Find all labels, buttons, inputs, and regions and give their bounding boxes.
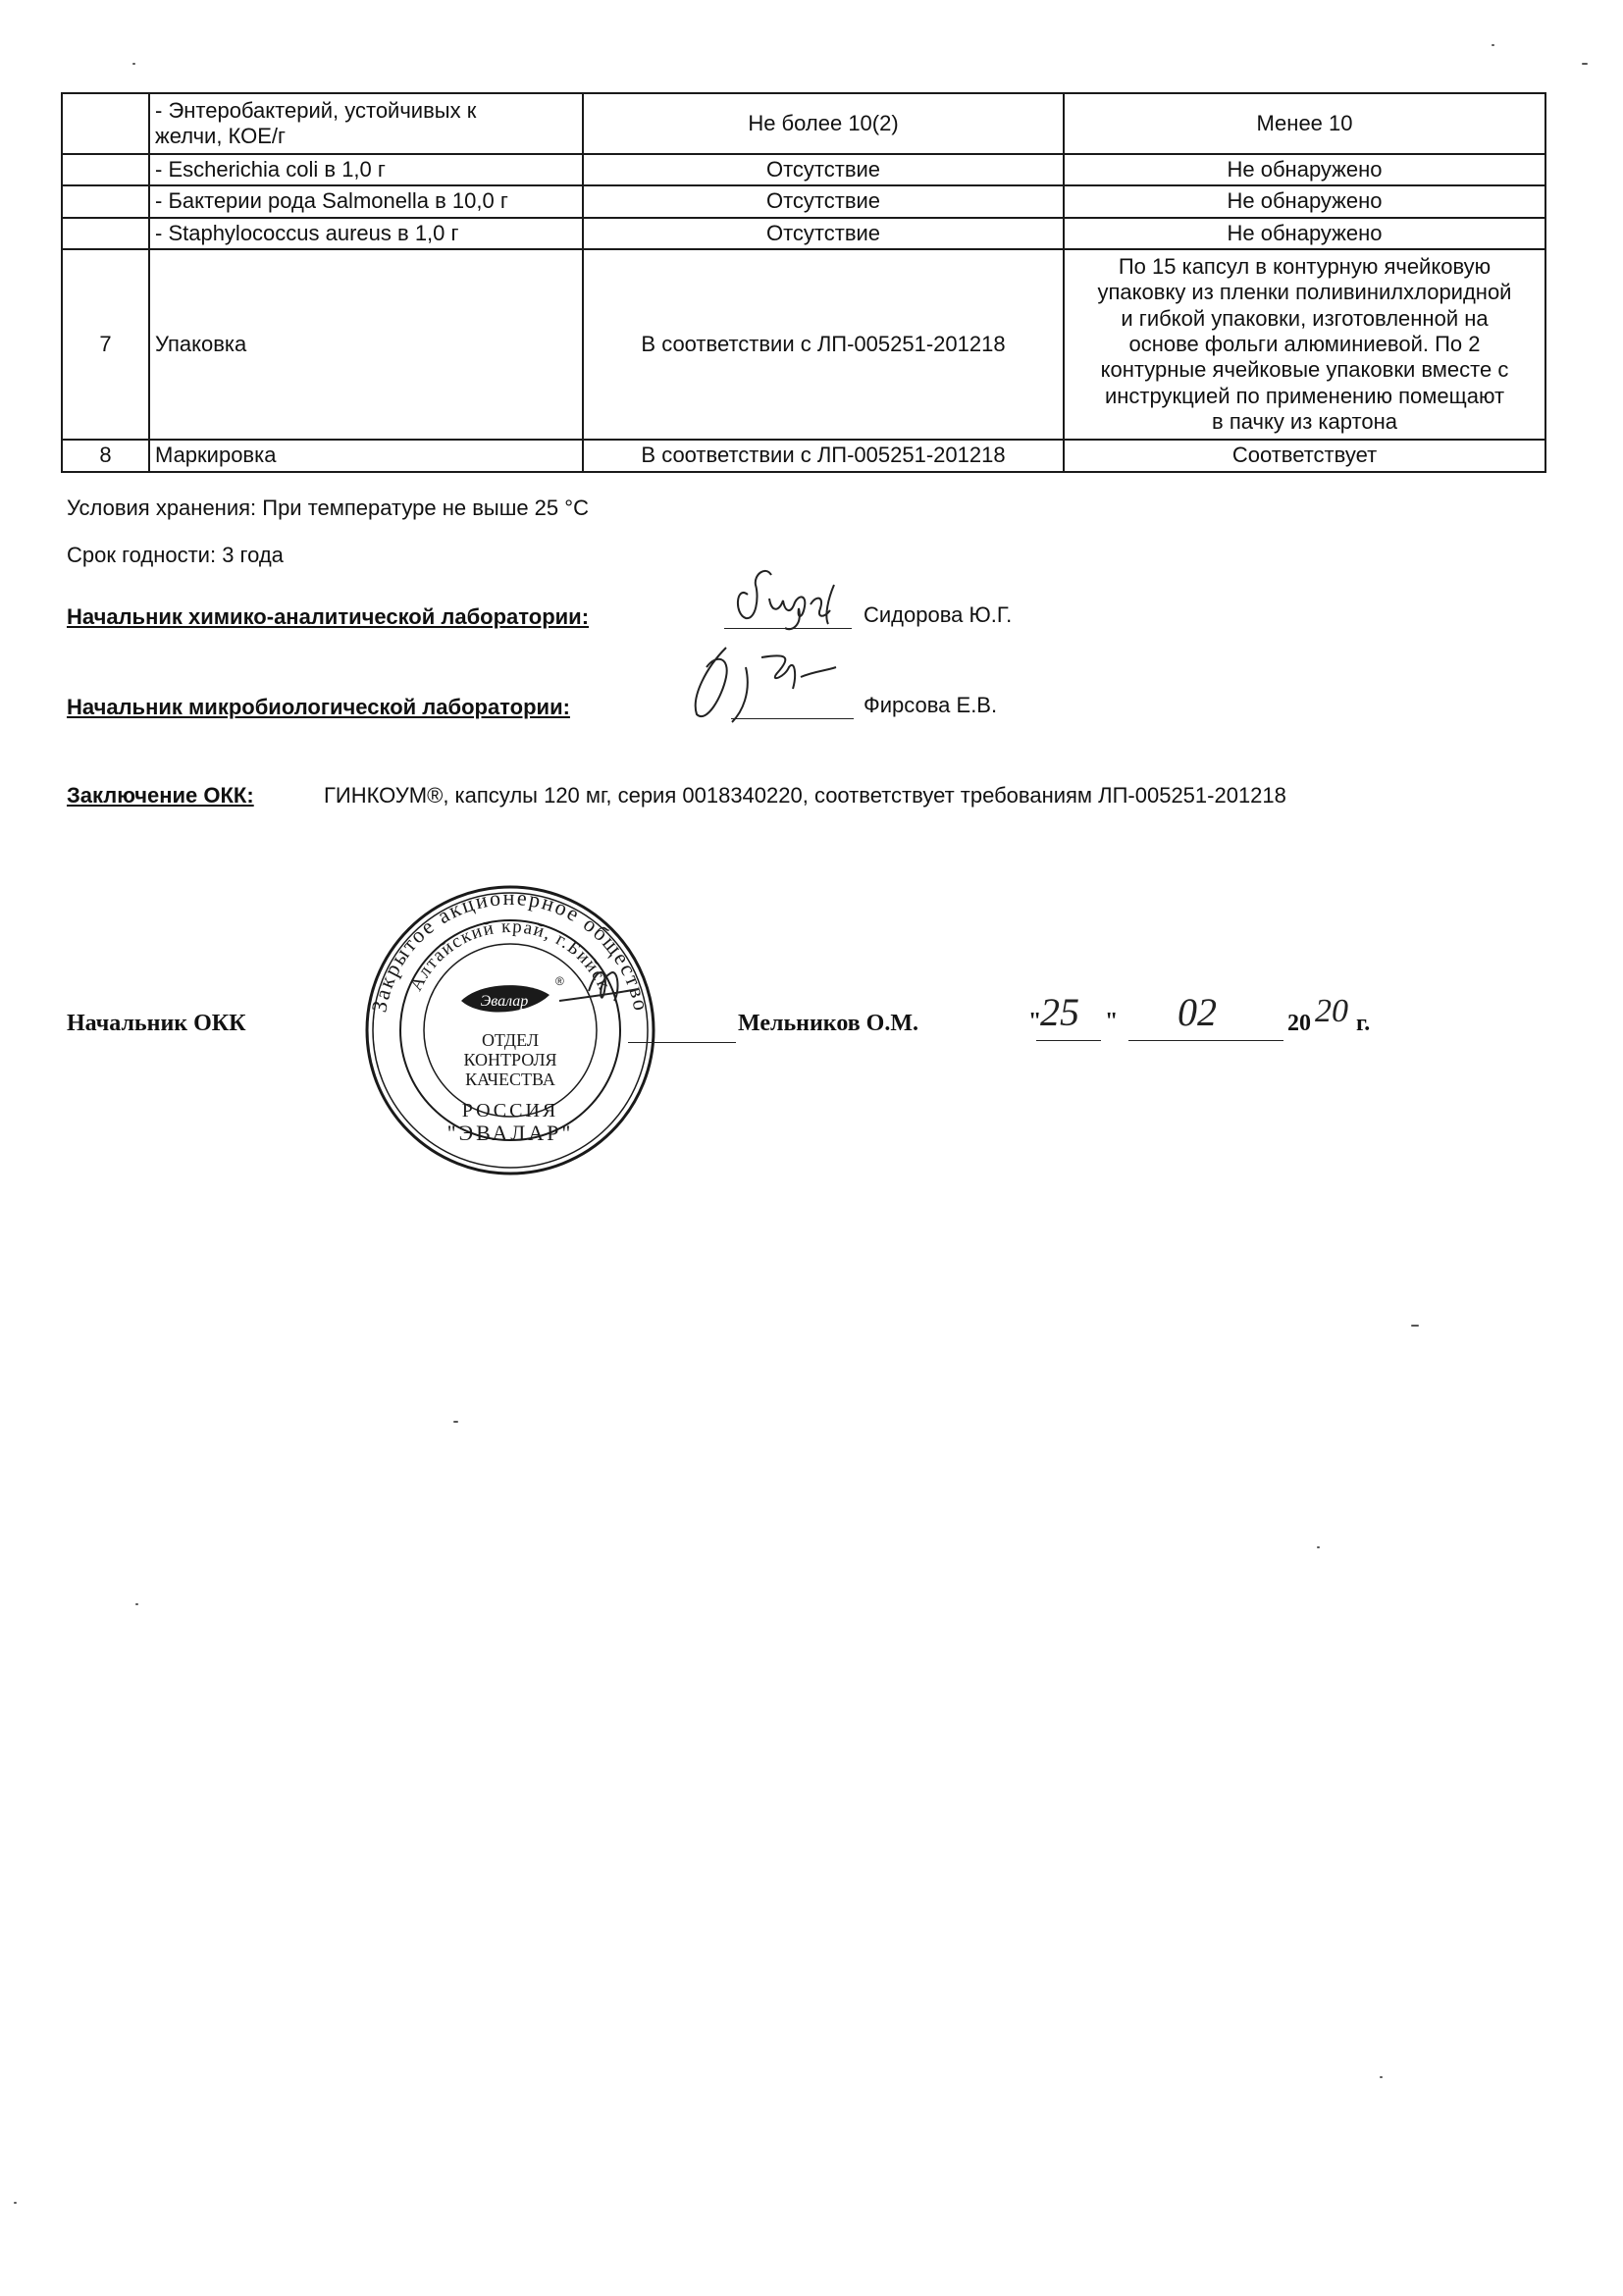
row-number-cell <box>62 93 149 154</box>
svg-text:ОТДЕЛ: ОТДЕЛ <box>481 1030 540 1050</box>
table-row <box>62 218 1545 249</box>
micro-signature-scribble <box>667 638 864 728</box>
okk-head-title: Начальник ОКК <box>67 1011 246 1036</box>
test-name-cell: - Staphylococcus aureus в 1,0 г <box>149 218 583 249</box>
row-number-cell: 8 <box>62 440 149 471</box>
requirement-cell: Отсутствие <box>583 154 1064 185</box>
result-cell: Соответствует <box>1064 440 1545 471</box>
result-cell: Менее 10 <box>1064 93 1545 154</box>
okk-head-name: Мельников О.М. <box>738 1011 918 1036</box>
row-number-cell <box>62 154 149 185</box>
scan-speck <box>453 1421 458 1423</box>
test-name-cell: Маркировка <box>149 440 583 471</box>
svg-text:Алтайский край, г.Бийск: Алтайский край, г.Бийск <box>405 915 615 995</box>
result-cell: Не обнаружено <box>1064 154 1545 185</box>
scan-speck <box>14 2202 17 2204</box>
table-row <box>62 440 1545 471</box>
chem-lab-head-title: Начальник химико-аналитической лаборатории: <box>67 604 590 629</box>
table-row <box>62 93 1545 154</box>
result-cell: По 15 капсул в контурную ячейковую упаковку из пленки поливинилхлоридной и гибкой упаковки, изготовленной на основе фольги алюминиевой. По 2 контурные ячейковые упаковки вместе с инструкцией по применению помещают в пачку из картона <box>1064 249 1545 440</box>
row-number-cell: 7 <box>62 249 149 440</box>
requirement-cell: Отсутствие <box>583 218 1064 249</box>
scan-speck <box>1317 1546 1320 1548</box>
test-name-cell: Упаковка <box>149 249 583 440</box>
svg-text:РОССИЯ: РОССИЯ <box>461 1100 559 1122</box>
result-cell: Не обнаружено <box>1064 185 1545 217</box>
storage-conditions: Условия хранения: При температуре не выше 25 °С <box>67 496 589 520</box>
date-suffix: г. <box>1356 1011 1371 1036</box>
scan-speck <box>135 1603 138 1605</box>
date-day-line <box>1036 1040 1101 1041</box>
chem-signature-scribble <box>726 555 859 634</box>
scan-speck <box>132 63 135 65</box>
date-month-line <box>1128 1040 1283 1041</box>
svg-text:КОНТРОЛЯ: КОНТРОЛЯ <box>463 1050 557 1070</box>
table-row <box>62 185 1545 217</box>
date-year-hand: 20 <box>1315 993 1348 1029</box>
svg-text:®: ® <box>555 974 564 988</box>
conclusion-label: Заключение ОКК: <box>67 783 254 808</box>
scan-speck <box>1492 44 1494 46</box>
scan-speck <box>1380 2076 1383 2078</box>
shelf-life: Срок годности: 3 года <box>67 543 284 567</box>
specification-table <box>61 92 1546 473</box>
table-row <box>62 249 1545 440</box>
signature-line <box>628 1042 736 1043</box>
svg-text:КАЧЕСТВА: КАЧЕСТВА <box>465 1070 555 1089</box>
date-year-prefix: 20 <box>1287 1011 1311 1036</box>
requirement-cell: В соответствии с ЛП-005251-201218 <box>583 440 1064 471</box>
requirement-cell: Не более 10(2) <box>583 93 1064 154</box>
table-row <box>62 154 1545 185</box>
date-quote: " <box>1028 1009 1042 1034</box>
row-number-cell <box>62 185 149 217</box>
date-day: 25 <box>1040 990 1079 1034</box>
conclusion-text: ГИНКОУМ®, капсулы 120 мг, серия 0018340220, соответствует требованиям ЛП-005251-201218 <box>324 783 1286 808</box>
result-cell: Не обнаружено <box>1064 218 1545 249</box>
svg-text:Закрытое акционерное общество: Закрытое акционерное общество <box>366 884 654 1015</box>
test-name-cell: - Бактерии рода Salmonella в 10,0 г <box>149 185 583 217</box>
date-quote: " <box>1105 1009 1119 1034</box>
svg-text:Эвалар: Эвалар <box>480 993 529 1010</box>
scan-speck <box>1582 63 1588 65</box>
company-stamp <box>363 883 657 1177</box>
scan-speck <box>1411 1325 1419 1327</box>
requirement-cell: В соответствии с ЛП-005251-201218 <box>583 249 1064 440</box>
test-name-cell: - Энтеробактерий, устойчивых к желчи, КОЕ/г <box>149 93 583 154</box>
micro-lab-head-title: Начальник микробиологической лаборатории: <box>67 695 570 719</box>
chem-lab-head-name: Сидорова Ю.Г. <box>864 602 1013 627</box>
date-month: 02 <box>1178 990 1217 1034</box>
row-number-cell <box>62 218 149 249</box>
test-name-cell: - Escherichia coli в 1,0 г <box>149 154 583 185</box>
svg-text:"ЭВАЛАР": "ЭВАЛАР" <box>446 1121 574 1145</box>
micro-lab-head-name: Фирсова Е.В. <box>864 693 998 717</box>
requirement-cell: Отсутствие <box>583 185 1064 217</box>
